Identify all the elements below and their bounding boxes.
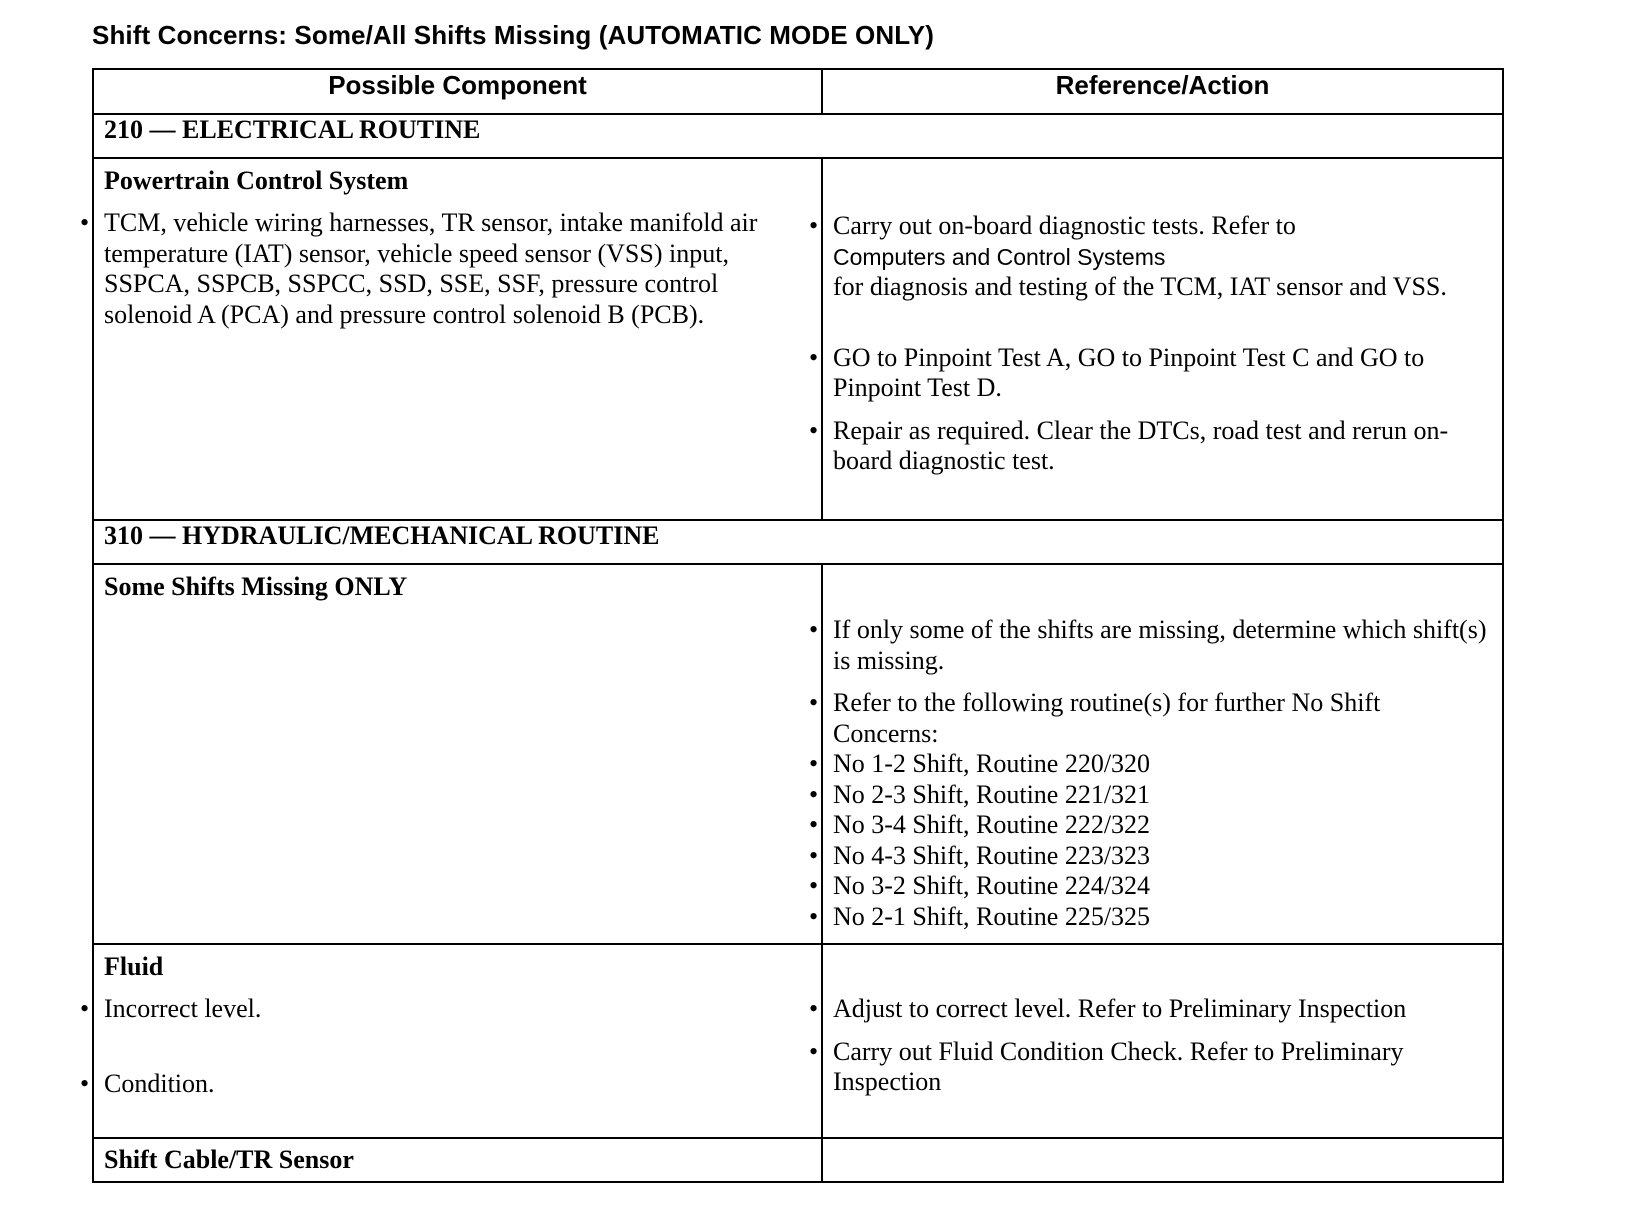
routine-text: No 3-2 Shift, Routine 224/324 — [833, 871, 1151, 900]
action-text: Adjust to correct level. Refer to Preliminary Inspection — [833, 994, 1407, 1023]
routine-item — [809, 901, 1492, 933]
component-text: Condition. — [104, 1068, 215, 1098]
action-cell — [809, 944, 1503, 1138]
action-list — [809, 994, 1492, 1098]
action-text: Refer to the following routine(s) for further No Shift Concerns: — [833, 688, 1381, 748]
bullet: • — [809, 810, 819, 839]
table-row — [93, 564, 1503, 944]
list-item — [809, 415, 1492, 477]
component-list — [80, 208, 811, 330]
component-text: TCM, vehicle wiring harnesses, TR sensor, intake manifold air temperature (IAT) sensor, vehicle speed sensor (VSS) input, SSPCA, SSPCB, SSPCC, SSD, SSE, SSF, pressure control solenoid A (PCA) and pressure control solenoid B (PCB). — [104, 208, 758, 329]
group-title-fluid: Fluid — [104, 952, 164, 981]
section-title-hydraulic: 310 — HYDRAULIC/MECHANICAL ROUTINE — [93, 520, 1503, 564]
bullet: • — [809, 615, 819, 644]
action-text: Carry out on-board diagnostic tests. Refer to — [833, 211, 1296, 240]
action-text: Carry out Fluid Condition Check. Refer to Preliminary Inspection — [833, 1036, 1404, 1096]
group-title-some-shifts: Some Shifts Missing ONLY — [104, 572, 408, 601]
bullet: • — [809, 871, 819, 900]
bullet: • — [809, 1036, 819, 1066]
page-title: Shift Concerns: Some/All Shifts Missing (AUTOMATIC MODE ONLY) — [92, 20, 934, 50]
routine-text: No 2-3 Shift, Routine 221/321 — [833, 779, 1151, 809]
reference-link-computers[interactable]: Computers and Control Systems — [833, 243, 1166, 270]
action-cell — [809, 564, 1503, 944]
routine-item — [809, 871, 1492, 902]
table-row — [93, 1138, 1503, 1182]
list-item — [809, 211, 1492, 301]
component-cell — [80, 944, 822, 1138]
routine-item — [809, 840, 1492, 872]
action-text: for diagnosis and testing of the TCM, IAT sensor and VSS. — [833, 271, 1447, 301]
section-row-hydraulic — [93, 520, 1503, 564]
routine-text: No 4-3 Shift, Routine 223/323 — [833, 840, 1151, 870]
bullet: • — [809, 211, 819, 240]
list-item — [80, 208, 811, 330]
section-row-electrical — [93, 114, 1503, 158]
bullet: • — [80, 994, 90, 1023]
header-row — [93, 69, 1503, 114]
group-title-shift-cable: Shift Cable/TR Sensor — [104, 1145, 354, 1174]
list-item — [809, 615, 1492, 676]
list-item — [809, 342, 1492, 404]
routine-item — [809, 749, 1492, 780]
component-text: Incorrect level. — [104, 994, 262, 1023]
table-row — [93, 158, 1503, 520]
list-item — [809, 1036, 1492, 1098]
bullet: • — [809, 840, 819, 870]
action-cell — [822, 1138, 1503, 1182]
component-cell — [80, 158, 822, 520]
bullet: • — [80, 208, 90, 237]
bullet: • — [809, 749, 819, 778]
group-title-powertrain: Powertrain Control System — [104, 166, 409, 195]
diagnostic-table — [80, 68, 1504, 1183]
list-item — [80, 1068, 811, 1100]
column-header-component: Possible Component — [93, 69, 822, 114]
bullet: • — [809, 688, 819, 717]
action-list — [809, 615, 1492, 932]
action-text: GO to Pinpoint Test A, GO to Pinpoint Test C and GO to Pinpoint Test D. — [833, 342, 1425, 402]
routine-text: No 1-2 Shift, Routine 220/320 — [833, 749, 1151, 778]
bullet: • — [809, 342, 819, 372]
action-text: Repair as required. Clear the DTCs, road test and rerun on-board diagnostic test. — [833, 415, 1449, 475]
bullet: • — [809, 415, 819, 445]
component-cell — [93, 564, 822, 944]
bullet: • — [809, 779, 819, 809]
routine-text: No 2-1 Shift, Routine 225/325 — [833, 901, 1151, 931]
bullet: • — [809, 901, 819, 931]
action-cell — [809, 158, 1503, 520]
column-header-action: Reference/Action — [822, 69, 1503, 114]
list-item — [809, 688, 1492, 749]
bullet: • — [80, 1068, 90, 1098]
action-text: If only some of the shifts are missing, determine which shift(s) is missing. — [833, 615, 1487, 675]
list-item — [80, 994, 811, 1025]
bullet: • — [809, 994, 819, 1023]
component-list — [80, 994, 811, 1099]
table-row — [93, 944, 1503, 1138]
action-list — [809, 211, 1492, 477]
list-item — [809, 994, 1492, 1025]
routine-item — [809, 810, 1492, 841]
routine-text: No 3-4 Shift, Routine 222/322 — [833, 810, 1151, 839]
section-title-electrical: 210 — ELECTRICAL ROUTINE — [93, 114, 1503, 158]
routine-item — [809, 779, 1492, 811]
component-cell — [93, 1138, 822, 1182]
